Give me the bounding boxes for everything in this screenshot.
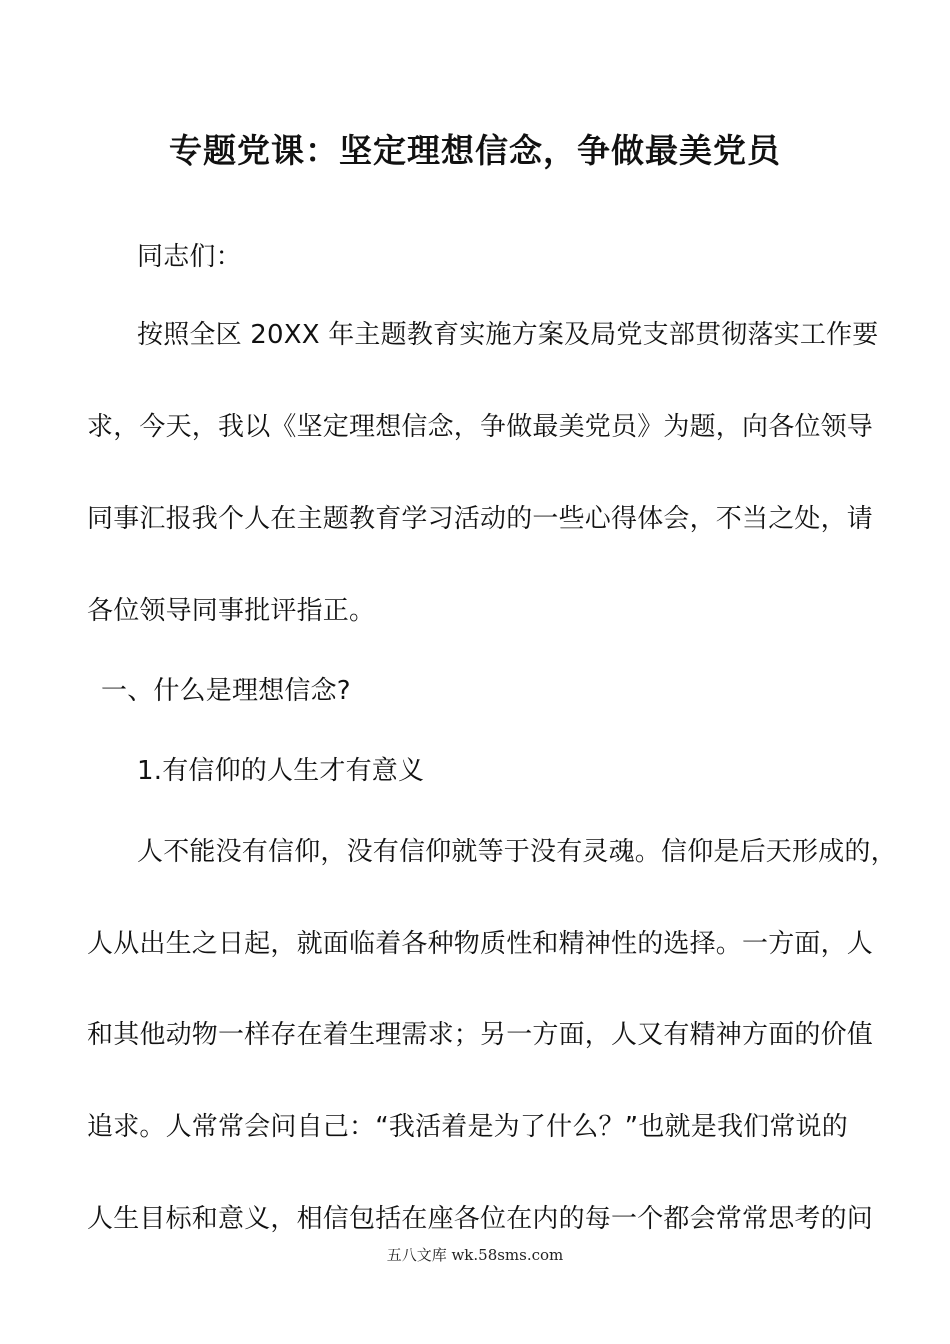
paragraph-line: 人不能没有信仰，没有信仰就等于没有灵魂。信仰是后天形成的， xyxy=(137,837,897,867)
paragraph-line: 求，今天，我以《坚定理想信念，争做最美党员》为题，向各位领导 xyxy=(87,412,874,442)
subsection-heading: 1.有信仰的人生才有意义 xyxy=(137,756,425,786)
paragraph-line: 人生目标和意义，相信包括在座各位在内的每一个都会常常思考的问 xyxy=(87,1204,874,1234)
footer-watermark: 五八文库 wk.58sms.com xyxy=(386,1246,564,1264)
paragraph-line: 和其他动物一样存在着生理需求；另一方面，人又有精神方面的价值 xyxy=(87,1020,874,1050)
salutation: 同志们： xyxy=(137,242,242,272)
paragraph-line: 追求。人常常会问自己：“我活着是为了什么？”也就是我们常说的 xyxy=(87,1112,848,1142)
paragraph-line: 人从出生之日起，就面临着各种物质性和精神性的选择。一方面，人 xyxy=(87,929,874,959)
paragraph-line: 各位领导同事批评指正。 xyxy=(87,596,376,626)
document-title: 专题党课：坚定理想信念，争做最美党员 xyxy=(169,131,781,170)
section-heading: 一、什么是理想信念? xyxy=(101,676,351,706)
paragraph-line: 按照全区 20XX 年主题教育实施方案及局党支部贯彻落实工作要 xyxy=(137,320,879,350)
paragraph-line: 同事汇报我个人在主题教育学习活动的一些心得体会，不当之处，请 xyxy=(87,504,874,534)
